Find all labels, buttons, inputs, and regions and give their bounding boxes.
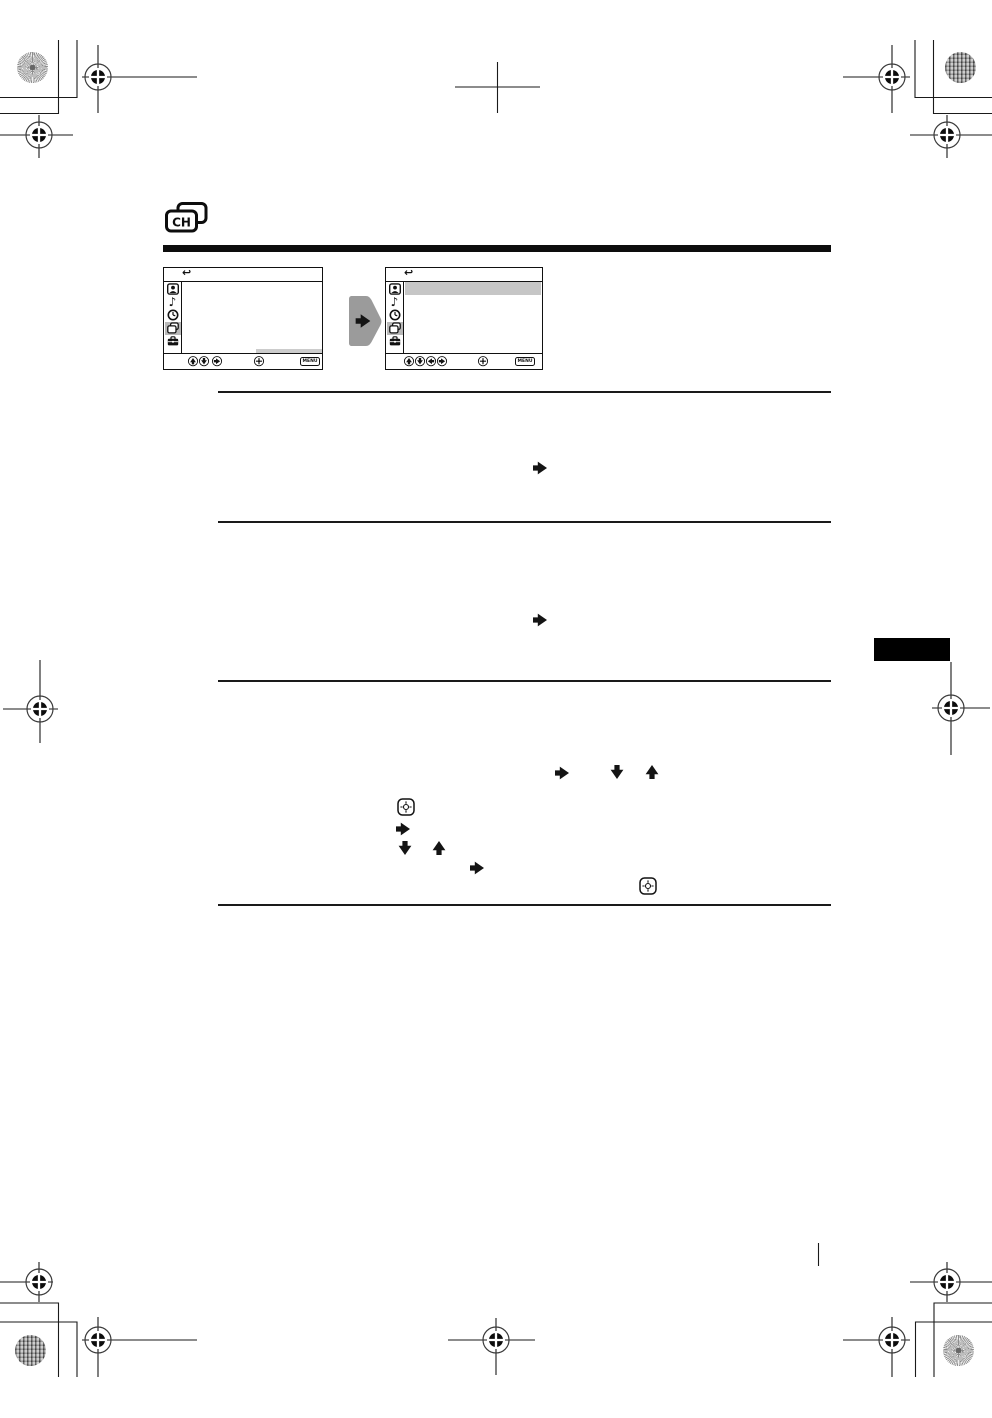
calibration-dot-plaid <box>15 1335 46 1366</box>
arrow-up-icon <box>433 841 446 855</box>
timer-menu-icon <box>389 309 401 321</box>
arrow-down-icon <box>611 765 624 779</box>
chapter-side-tab <box>874 638 950 661</box>
calibration-dot-sunburst <box>943 1335 974 1366</box>
next-step-arrow <box>346 293 384 349</box>
joystick-select-icon <box>640 878 656 894</box>
osd-footer-keys <box>164 354 294 369</box>
section-rule <box>218 521 831 523</box>
calibration-dot-sunburst <box>17 52 48 83</box>
key-select-icon <box>254 356 263 365</box>
osd-header <box>386 268 542 282</box>
key-right-icon <box>437 356 446 365</box>
arrow-right-icon <box>533 614 547 627</box>
osd-body <box>164 281 322 354</box>
picture-menu-icon <box>389 283 401 295</box>
setup-menu-icon <box>389 335 401 347</box>
ch-chapter-icon <box>165 202 209 235</box>
arrow-right-icon <box>396 823 410 836</box>
section-rule <box>218 904 831 906</box>
osd-sidebar <box>164 281 182 354</box>
ch-badge-label: CH <box>172 215 191 230</box>
section-title-bar <box>163 245 831 252</box>
key-down-icon <box>199 356 208 365</box>
return-arrow-icon: ↩ <box>404 266 414 279</box>
osd-footer-keys <box>386 354 516 369</box>
picture-menu-icon <box>167 283 179 295</box>
menu-key-label: MENU <box>515 357 535 367</box>
section-rule <box>218 391 831 393</box>
section-rule <box>218 680 831 682</box>
key-left-icon <box>426 356 435 365</box>
sidebar-item-sound <box>165 295 181 308</box>
osd-body <box>386 281 542 354</box>
reg-mark-bottom-center <box>448 1318 535 1375</box>
key-up-icon <box>404 356 413 365</box>
key-up-icon <box>188 356 197 365</box>
sidebar-item-setup <box>387 335 403 348</box>
return-arrow-icon: ↩ <box>182 266 192 279</box>
setup-menu-icon <box>167 335 179 347</box>
joystick-select-icon <box>398 799 414 815</box>
selected-menu-row <box>405 282 541 295</box>
reg-mark-middle-right <box>932 662 990 755</box>
reg-mark-middle-left <box>3 660 58 743</box>
osd-header <box>164 268 322 282</box>
sidebar-item-timer <box>165 308 181 321</box>
sidebar-item-setup <box>165 335 181 348</box>
arrow-up-icon <box>646 765 659 779</box>
osd-footer <box>386 353 542 370</box>
key-select-icon <box>478 356 487 365</box>
reg-mark-top-center <box>455 62 540 113</box>
sidebar-item-picture <box>165 282 181 295</box>
arrow-right-icon <box>470 862 484 875</box>
arrow-down-icon <box>399 841 412 855</box>
sound-menu-icon: ♪ <box>390 294 399 309</box>
osd-footer <box>164 353 322 370</box>
menu-key-label: MENU <box>300 357 320 367</box>
channel-menu-icon <box>389 322 401 334</box>
key-down-icon <box>415 356 424 365</box>
osd-screenshot-menu-overview <box>163 267 323 370</box>
channel-menu-icon <box>167 322 179 334</box>
sound-menu-icon: ♪ <box>168 294 177 309</box>
calibration-dot-plaid <box>945 52 976 83</box>
osd-sidebar <box>386 281 404 354</box>
key-right-icon <box>212 356 221 365</box>
sidebar-item-timer <box>387 308 403 321</box>
arrow-right-icon <box>555 767 569 780</box>
sidebar-item-sound <box>387 295 403 308</box>
timer-menu-icon <box>167 309 179 321</box>
sidebar-item-channel-selected <box>387 322 403 335</box>
arrow-right-icon <box>533 462 547 475</box>
osd-screenshot-channel-menu <box>385 267 543 370</box>
sidebar-item-picture <box>387 282 403 295</box>
sidebar-item-channel-selected <box>165 322 181 335</box>
